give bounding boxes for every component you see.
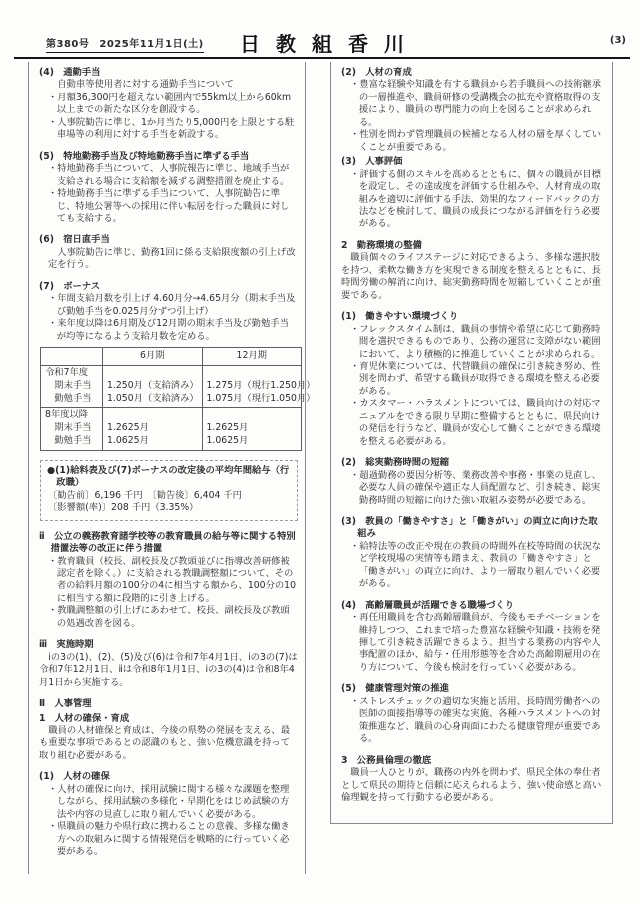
section-heading: (2) 人材の育成 xyxy=(341,67,412,78)
page-number: (3) xyxy=(609,35,626,46)
bullet-item: ・特地勤務手当について、人事院報告に準じ、地域手当が支給される場合に支給額を減ずる調整措置を廃止する。 xyxy=(48,163,290,187)
bullet-item: ・豊富な経験や知識を有する職員から若手職員への技術継承の一層推進や、職員研修の受講機会の拡充や資格取得の支援により、職員の専門能力の向上を図ることが求められる。 xyxy=(350,79,602,128)
bullet-item: ・超過勤務の要因分析等、業務改善や事務・事業の見直し、必要な人員の確保や適正な人員配置など、引き続き、総実勤務時間の短縮に向けた強い取組み姿勢が必要である。 xyxy=(350,469,602,506)
bullet-item: ・人材の確保に向け、採用試験に関する様々な課題を整理しながら、採用試験の多様化・早期化をはじめ試験の方法や内容の見直しに取り組んでいく必要がある。 xyxy=(48,783,290,820)
section-3-teachers-work-balance xyxy=(341,516,605,591)
header-rule xyxy=(14,57,630,59)
section-heading: (3) 教員の「働きやすさ」と「働きがい」の両立に向けた取組み xyxy=(341,515,598,540)
right-column xyxy=(330,62,613,824)
table-header-empty xyxy=(41,348,103,366)
section-heading: Ⅱ 人事管理 xyxy=(39,698,92,710)
row-name: 期末手当 xyxy=(54,379,92,391)
section-heading: (1) 働きやすい環境づくり xyxy=(341,311,459,323)
section-lead: 人事院勧告に準じ、勤務1回に係る支給限度額の引上げ改定を行う。 xyxy=(48,246,296,271)
section-heading: (1) 人材の確保 xyxy=(39,771,110,783)
section-heading: (7) ボーナス xyxy=(39,280,101,292)
bullet-item: ・県職員の魅力や県行政に携わることの意義、多様な働き方への取組みに関する情報発信を戦略的に行っていく必要がある。 xyxy=(48,821,290,858)
subsection-3-public-service-ethics xyxy=(341,755,605,805)
cell-value: 1.0625月 xyxy=(206,435,249,447)
bullet-item: ・来年度以降は6月期及び12月期の期末手当及び勤勉手当が均等になるよう支給月数を定める。 xyxy=(48,318,289,342)
average-annual-salary-notebox xyxy=(40,460,298,521)
bullet-item: ・ストレスチェックの適切な実施と活用、長時間労働者への医師の面接指導等の確実な実施、各種ハラスメントへの対策推進など、職員の心身両面にわたる健康管理が重要である。 xyxy=(350,695,601,745)
notebox-title: ●(1)給料表及び(7)ボーナスの改定後の平均年間給与（行政職） xyxy=(47,464,290,489)
section-heading: (5) 特地勤務手当及び特地勤務手当に準ずる手当 xyxy=(39,150,250,162)
bullet-item: ・教職調整額の引上げにあわせて、校長、副校長及び教頭の処遇改善を図る。 xyxy=(48,605,290,629)
bullet-item: ・月額36,300円を超えない範囲内で55km以上から60km以上までの新たな区分を創設する。 xyxy=(48,91,292,116)
section-heading: (4) 高齢層職員が活躍できる職場づくり xyxy=(341,599,515,611)
issue-number: 第380号 xyxy=(46,39,90,50)
bullet-item: ・人事院勧告に準じ、1か月当たり5,000円を上限とする駐車場等の利用に対する手当を新設する。 xyxy=(48,116,295,141)
notebox-line: 〔勧告前〕6,196 千円 〔勧告後〕6,404 千円 xyxy=(48,489,242,501)
subsection-2-work-environment xyxy=(341,240,605,302)
section-5-remote-area-allowance xyxy=(39,151,298,226)
bullet-item: ・年間支給月数を引上げ 4.60月分→4.65月分（期末手当及び勤勉手当を0.025月分ずつ引上げ） xyxy=(48,293,296,317)
section-heading: ⅱ 公立の義務教育諸学校等の教育職員の給与等に関する特別措置法等の改正に伴う措置 xyxy=(39,530,296,555)
notebox-line: 〔影響額(率)〕208 千円（3.35%） xyxy=(48,502,199,514)
bullet-item: ・教育職員（校長、副校長及び教頭並びに指導改善研修被認定者を除く。）に支給される教職調整額について、その者の給料月額の100分の4に相当する額から、100分の10に相当する額に段階的に引き上げる。 xyxy=(48,555,297,604)
bullet-item: ・性別を問わず管理職員の候補となる人材の層を厚くしていくことが重要である。 xyxy=(350,129,602,153)
row-group-label: 令和7年度 xyxy=(45,366,89,378)
page-header xyxy=(14,28,630,58)
section-heading: (2) 総実勤務時間の短縮 xyxy=(341,457,449,469)
subsection-1-securing-developing-personnel xyxy=(39,713,298,763)
section-1-comfortable-workplace xyxy=(341,311,605,448)
left-column xyxy=(28,62,316,874)
section-heading: (3) 人事評価 xyxy=(341,156,403,168)
table-header-row xyxy=(41,348,302,366)
section-5-health-management xyxy=(341,683,605,745)
masthead-title: 日教組香川 xyxy=(240,32,420,56)
section-heading: 1 人材の確保・育成 xyxy=(39,712,130,724)
bullet-item: ・再任用職員を含む高齢層職員が、今後もモチベーションを維持しつつ、これまで培った豊富な経験や知識・技術を発揮して引き続き活躍できるよう、担当する業務の内容や人事配置のほか、給与・任用形態等を含めた高齢期雇用の在り方について、今後も検討を行っていく必要がある。 xyxy=(350,612,601,673)
bullet-item: ・カスタマー・ハラスメントについては、職員向けの対応マニュアルをできる限り早期に整備するとともに、県民向けの発信を行うなど、職員が安心して働くことができる環境を整える必要がある。 xyxy=(350,398,601,447)
section-4-commute-allowance xyxy=(39,67,298,142)
section-ii-special-measures-law xyxy=(39,531,298,631)
cell-value: 1.250月（支給済み） xyxy=(107,379,199,391)
row-name: 勤勉手当 xyxy=(54,435,92,447)
cell-value: 1.2625月 xyxy=(107,422,149,434)
table-header-december: 12月期 xyxy=(202,348,302,366)
section-body: 職員個々のライフステージに対応できるよう、多様な選択肢を持つ、柔軟な働き方を実現できる制度を整えるとともに、長時間労働の解消に向け、総実勤務時間を短縮していくことが重要である。 xyxy=(341,252,601,301)
cell-value: 1.0625月 xyxy=(107,435,149,447)
row-name: 期末手当 xyxy=(54,422,92,434)
section-iii-implementation-schedule xyxy=(39,639,298,689)
section-body: ⅰの3の(1)、(2)、(5)及び(6)は令和7年4月1日、ⅰの3の(7)は令和7年12月1日、ⅱは令和8年1月1日、ⅰの3の(4)は令和8年4月1日から実施する。 xyxy=(39,651,298,688)
section-1-securing-personnel xyxy=(39,771,298,858)
section-body: 職員の人材確保と育成は、今後の県勢の発展を支える、最も重要な事項であるとの認識のもと、強い危機意識を持って取り組む必要がある。 xyxy=(39,725,291,761)
cell-value: 1.2625月 xyxy=(206,422,249,434)
bonus-months-table xyxy=(40,347,316,451)
issue-date: 2025年11月1日(土) xyxy=(99,39,204,50)
section-3-personnel-evaluation xyxy=(341,156,605,231)
bullet-item: ・育児休業については、代替職員の確保に引き続き努め、性別を問わず、希望する職員が取得できる環境を整える必要がある。 xyxy=(350,360,601,397)
section-heading: (5) 健康管理対策の推進 xyxy=(341,683,449,695)
section-2-shorter-working-hours xyxy=(341,457,605,507)
section-4-senior-staff-workplace xyxy=(341,600,605,675)
section-body: 職員一人ひとりが、職務の内外を問わず、県民全体の奉仕者として県民の期待と信頼に応えられるよう、強い使命感と高い倫理観を持って行動する必要がある。 xyxy=(341,767,602,804)
table-header-june: 6月期 xyxy=(103,348,203,366)
bullet-item: ・評価する側のスキルを高めるとともに、個々の職員が目標を設定し、その達成度を評価する仕組みや、人材育成の取組みを適切に評価する手法、効果的なフィードバックの方法などを検討して、職員の成長につながる評価を行う必要がある。 xyxy=(350,168,601,230)
row-group-label: 8年度以降 xyxy=(45,409,89,421)
cell-value: 1.050月（支給済み） xyxy=(107,392,199,404)
bullet-item: ・特地勤務手当に準ずる手当について、人事院勧告に準じ、特地公署等への採用に伴い転居を行った職員に対しても支給する。 xyxy=(48,188,290,224)
table-row xyxy=(41,408,302,450)
section-II-personnel-management xyxy=(39,698,298,710)
section-heading: (6) 宿日直手当 xyxy=(39,234,110,246)
section-heading: 2 勤務環境の整備 xyxy=(341,239,422,251)
cell-value: 1.075月（現行1.050月） xyxy=(206,392,316,404)
section-heading: ⅲ 実施時期 xyxy=(39,639,94,651)
table-row xyxy=(41,365,302,407)
section-2-developing-personnel xyxy=(341,67,605,154)
section-lead: 自動車等使用者に対する通勤手当について xyxy=(57,79,234,91)
cell-value: 1.275月（現行1.250月） xyxy=(206,379,316,391)
bullet-item: ・フレックスタイム制は、職員の事情や希望に応じて勤務時間を選択できるものであり、公務の運営に支障がない範囲において、より積極的に推進していくことが求められる。 xyxy=(350,323,601,360)
section-7-bonus xyxy=(39,281,298,343)
section-heading: 3 公務員倫理の徹底 xyxy=(341,754,432,766)
bullet-item: ・給特法等の改正や現在の教員の時間外在校等時間の状況など学校現場の実情等も踏まえ、教員の「働きやすさ」と「働きがい」の両立に向け、より一層取り組んでいく必要がある。 xyxy=(350,540,602,590)
section-6-night-duty-allowance xyxy=(39,234,298,271)
row-name: 勤勉手当 xyxy=(54,392,92,404)
section-heading: (4) 通勤手当 xyxy=(39,67,101,78)
